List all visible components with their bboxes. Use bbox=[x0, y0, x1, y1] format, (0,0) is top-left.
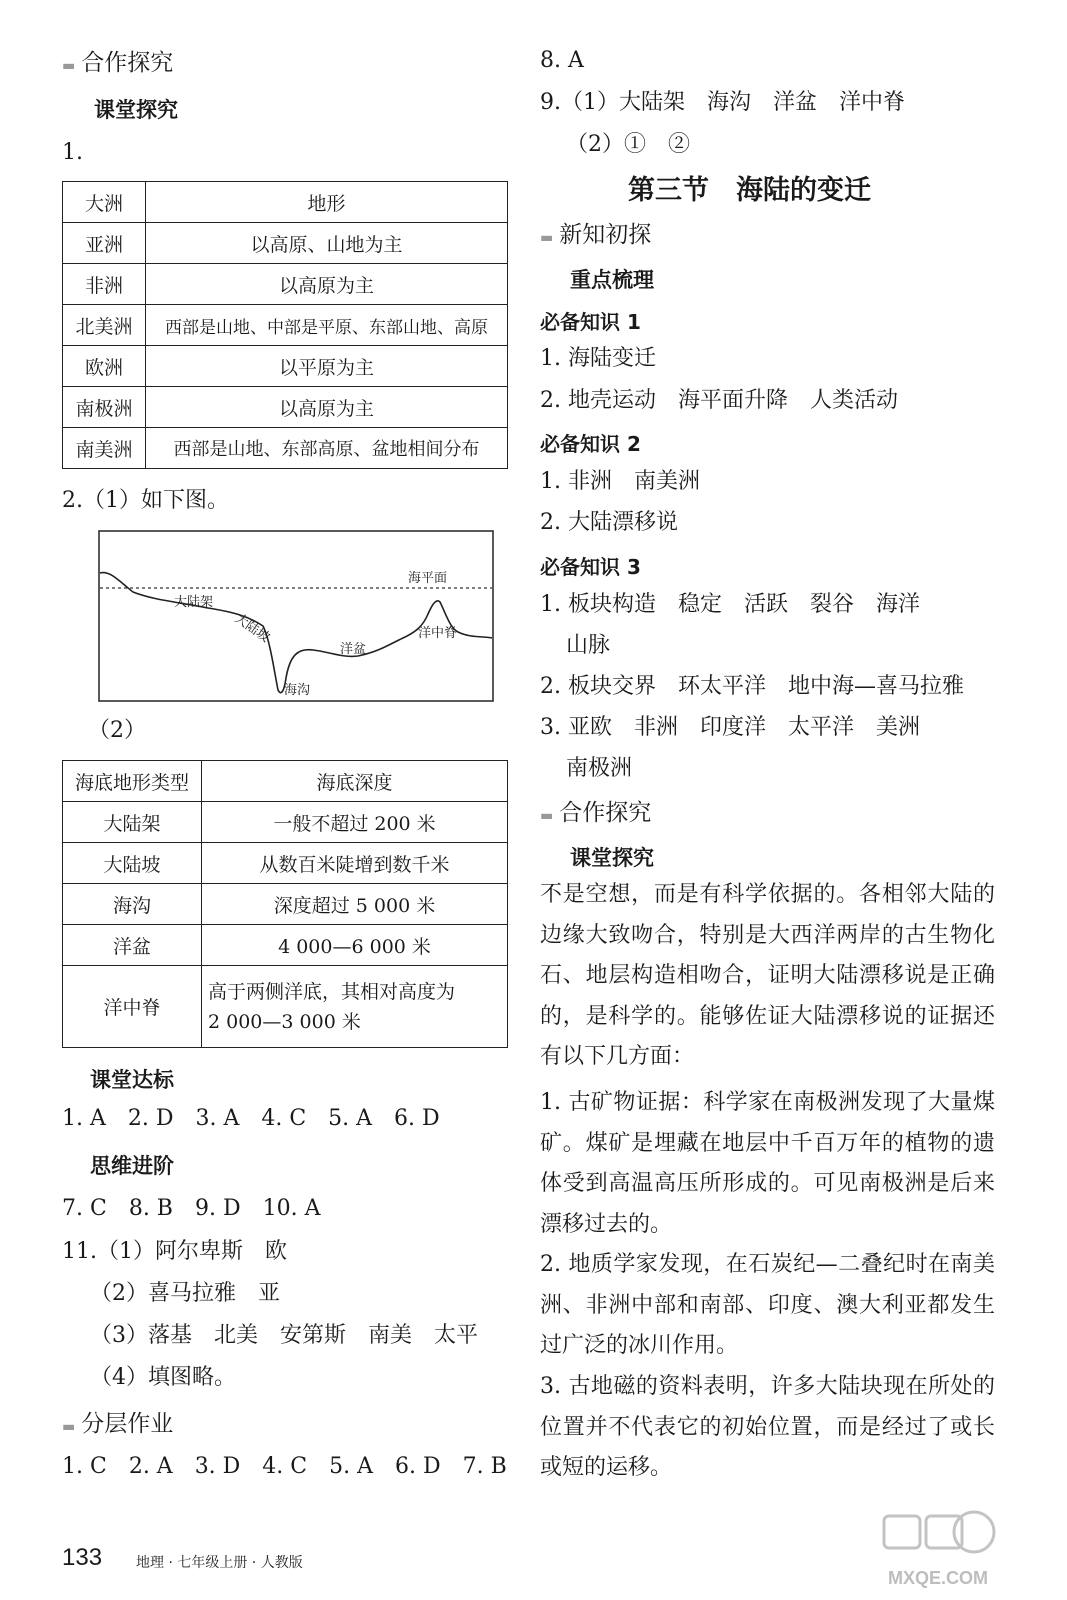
label-continental-slope: 大陆坡 bbox=[231, 610, 273, 646]
heading-layered-homework: ▬ 分层作业 bbox=[62, 1411, 174, 1437]
label-sea-level: 海平面 bbox=[408, 571, 448, 586]
label-ridge: 洋中脊 bbox=[418, 626, 458, 641]
subheading-classroom-explore-right: 课堂探究 bbox=[570, 846, 654, 870]
book-info: 地理 · 七年级上册 · 人教版 bbox=[136, 1555, 303, 1571]
question-2: 2.（1）如下图。 bbox=[62, 488, 229, 513]
subheading-thinking-advance: 思维进阶 bbox=[90, 1154, 174, 1178]
label-continental-shelf: 大陆架 bbox=[174, 595, 214, 610]
answers-7-10: 7. C 8. B 9. D 10. A bbox=[62, 1196, 321, 1221]
cell: 洋中脊 bbox=[63, 966, 202, 1048]
knowledge-1-item-2: 2. 地壳运动 海平面升降 人类活动 bbox=[540, 388, 898, 413]
subheading-classroom-explore: 课堂探究 bbox=[94, 98, 178, 122]
table-row bbox=[63, 966, 508, 1048]
cell: 从数百米陡增到数千米 bbox=[202, 843, 508, 884]
heading-cooperative-right: ▬ 合作探究 bbox=[540, 800, 652, 826]
paragraph-evidence-1: 1. 古矿物证据：科学家在南极洲发现了大量煤矿。煤矿是埋藏在地层中千百万年的植物的遗体受到高温高压所形成的。可见南极洲是后来漂移过去的。 bbox=[540, 1090, 995, 1237]
table-row bbox=[63, 223, 508, 264]
cell: 一般不超过 200 米 bbox=[202, 802, 508, 843]
seafloor-profile-diagram bbox=[98, 530, 494, 702]
cell: 非洲 bbox=[63, 264, 146, 305]
table-row bbox=[63, 884, 508, 925]
cell: 西部是山地、中部是平原、东部山地、高原 bbox=[146, 305, 508, 346]
cell: 西部是山地、东部高原、盆地相间分布 bbox=[146, 428, 508, 469]
label-basin: 洋盆 bbox=[340, 642, 367, 657]
section-title: 第三节 海陆的变迁 bbox=[628, 175, 871, 206]
table-row bbox=[63, 264, 508, 305]
header-cell: 大洲 bbox=[63, 182, 146, 223]
table-row bbox=[63, 387, 508, 428]
answer-11-2: （2）喜马拉雅 亚 bbox=[90, 1281, 280, 1306]
cell: 洋盆 bbox=[63, 925, 202, 966]
cell: 南美洲 bbox=[63, 428, 146, 469]
knowledge-3-item-3: 3. 亚欧 非洲 印度洋 太平洋 美洲 bbox=[540, 715, 920, 740]
subheading-key-points: 重点梳理 bbox=[570, 268, 654, 292]
table-row bbox=[63, 428, 508, 469]
cell: 大陆坡 bbox=[63, 843, 202, 884]
seafloor-depth-table bbox=[62, 760, 508, 1048]
cell: 亚洲 bbox=[63, 223, 146, 264]
answer-9-1: 9.（1）大陆架 海沟 洋盆 洋中脊 bbox=[540, 90, 905, 115]
heading-cooperative-left: ▬ 合作探究 bbox=[62, 50, 174, 76]
cell: 北美洲 bbox=[63, 305, 146, 346]
knowledge-3-item-2: 2. 板块交界 环太平洋 地中海—喜马拉雅 bbox=[540, 674, 964, 699]
label-trench: 海沟 bbox=[284, 683, 311, 698]
paragraph-evidence-2: 2. 地质学家发现，在石炭纪—二叠纪时在南美洲、非洲中部和南部、印度、澳大利亚都发生过广泛的冰川作用。 bbox=[540, 1252, 995, 1358]
cell: 4 000—6 000 米 bbox=[202, 925, 508, 966]
watermark-icon bbox=[880, 1510, 1000, 1596]
cell-line: 高于两侧洋底，其相对高度为 bbox=[208, 980, 456, 1003]
knowledge-2-item-1: 1. 非洲 南美洲 bbox=[540, 469, 700, 494]
paragraph-evidence-3: 3. 古地磁的资料表明，许多大陆块现在所处的位置并不代表它的初始位置，而是经过了或长或短的运移。 bbox=[540, 1374, 995, 1480]
knowledge-3-label: 必备知识 3 bbox=[540, 555, 641, 579]
answer-8: 8. A bbox=[540, 48, 584, 73]
knowledge-2-item-2: 2. 大陆漂移说 bbox=[540, 510, 678, 535]
cell: 南极洲 bbox=[63, 387, 146, 428]
answer-11-1: 11.（1）阿尔卑斯 欧 bbox=[62, 1239, 287, 1264]
table-header-row bbox=[63, 182, 508, 223]
knowledge-2-label: 必备知识 2 bbox=[540, 432, 641, 456]
header-cell: 地形 bbox=[146, 182, 508, 223]
cell: 深度超过 5 000 米 bbox=[202, 884, 508, 925]
subheading-classroom-standard: 课堂达标 bbox=[90, 1068, 174, 1092]
cell-line: 2 000—3 000 米 bbox=[208, 1010, 361, 1033]
answers-layered: 1. C 2. A 3. D 4. C 5. A 6. D 7. B bbox=[62, 1454, 507, 1479]
knowledge-3-item-1-cont: 山脉 bbox=[566, 633, 611, 658]
paragraph-intro: 不是空想，而是有科学依据的。各相邻大陆的边缘大致吻合，特别是大西洋两岸的古生物化石、地层构造相吻合，证明大陆漂移说是正确的，是科学的。能够佐证大陆漂移说的证据还有以下几方面： bbox=[540, 882, 995, 1069]
table-row bbox=[63, 346, 508, 387]
heading-new-knowledge: ▬ 新知初探 bbox=[540, 222, 652, 248]
continent-terrain-table bbox=[62, 181, 508, 469]
answer-9-2: （2）① ② bbox=[566, 132, 690, 157]
knowledge-1-item-1: 1. 海陆变迁 bbox=[540, 346, 656, 371]
knowledge-1-label: 必备知识 1 bbox=[540, 310, 641, 334]
header-cell: 海底地形类型 bbox=[63, 761, 202, 802]
cell: 以高原为主 bbox=[146, 264, 508, 305]
question-2-part-2: （2） bbox=[88, 718, 146, 743]
cell: 海沟 bbox=[63, 884, 202, 925]
watermark-logo bbox=[880, 1510, 1000, 1596]
cell: 以高原为主 bbox=[146, 387, 508, 428]
knowledge-3-item-1: 1. 板块构造 稳定 活跃 裂谷 海洋 bbox=[540, 592, 920, 617]
answer-11-4: （4）填图略。 bbox=[90, 1365, 236, 1390]
knowledge-3-item-3-cont: 南极洲 bbox=[566, 756, 633, 781]
watermark-box-1 bbox=[884, 1516, 920, 1548]
cell: 以平原为主 bbox=[146, 346, 508, 387]
question-1: 1. bbox=[62, 140, 83, 165]
cell: 欧洲 bbox=[63, 346, 146, 387]
table-row bbox=[63, 843, 508, 884]
table-row bbox=[63, 925, 508, 966]
table-header-row bbox=[63, 761, 508, 802]
cell bbox=[202, 966, 508, 1048]
table-row bbox=[63, 305, 508, 346]
header-cell: 海底深度 bbox=[202, 761, 508, 802]
table-row bbox=[63, 802, 508, 843]
answers-1-6: 1. A 2. D 3. A 4. C 5. A 6. D bbox=[62, 1106, 440, 1131]
page-number: 133 bbox=[62, 1544, 103, 1571]
cell: 大陆架 bbox=[63, 802, 202, 843]
answer-11-3: （3）落基 北美 安第斯 南美 太平 bbox=[90, 1323, 478, 1348]
diagram-frame bbox=[99, 531, 493, 701]
watermark-text: MXQE.COM bbox=[888, 1568, 989, 1588]
cell: 以高原、山地为主 bbox=[146, 223, 508, 264]
